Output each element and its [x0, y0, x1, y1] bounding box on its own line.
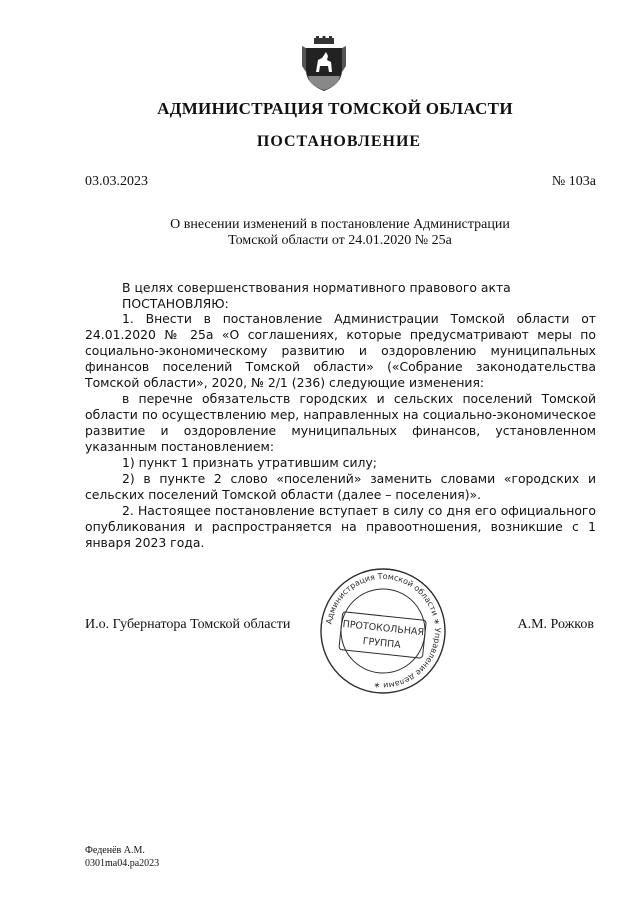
- tomsk-coat-of-arms-icon: [302, 36, 346, 92]
- official-stamp: [318, 566, 448, 696]
- subject-line-1: О внесении изменений в постановление Администрации: [170, 217, 510, 232]
- paragraph-3: 1) пункт 1 признать утратившим силу;: [122, 455, 377, 470]
- signatory-position: И.о. Губернатора Томской области: [85, 617, 291, 632]
- stamp-center-line-2: ГРУППА: [362, 635, 402, 651]
- decree-word: ПОСТАНОВЛЯЮ:: [122, 296, 229, 311]
- executor-info: [85, 844, 159, 870]
- executor-name: Феденёв А.М.: [85, 845, 145, 856]
- document-type: ПОСТАНОВЛЕНИЕ: [256, 133, 422, 150]
- document-subject: [100, 217, 580, 249]
- document-body: [85, 311, 596, 551]
- organization-title: АДМИНИСТРАЦИЯ ТОМСКОЙ ОБЛАСТИ: [157, 99, 513, 118]
- subject-line-2: Томской области от 24.01.2020 № 25а: [228, 233, 452, 248]
- preamble: [85, 280, 596, 312]
- paragraph-1: 1. Внести в постановление Администрации Томской области от 24.01.2020 № 25а «О соглашениях, которые предусматривают меры по социально-экономическому развитию и оздоровлению муниципальных финансов поселений Томской области» («Собрание законодательства Томской области», 2020, № 2/1 (236) следующие изменения:: [85, 311, 596, 390]
- stamp-center-line-1: ПРОТОКОЛЬНАЯ: [342, 618, 425, 639]
- document-date: 03.03.2023: [85, 174, 148, 189]
- paragraph-2: в перечне обязательств городских и сельских поселений Томской области по осуществлению мер, направленных на социально-экономическое развитие и оздоровление муниципальных финансов, установленном указанным постановлением:: [85, 391, 596, 454]
- paragraph-5: 2. Настоящее постановление вступает в силу со дня его официального опубликования и распространяется на правоотношения, возникшие с 1 января 2023 года.: [85, 503, 596, 550]
- paragraph-4: 2) в пункте 2 слово «поселений» заменить словами «городских и сельских поселений Томской области (далее – поселения)».: [85, 471, 596, 502]
- document-number: № 103а: [551, 174, 596, 189]
- document-code: 0301ma04.pa2023: [85, 858, 160, 869]
- intro-text: В целях совершенствования нормативного правового акта: [122, 280, 511, 295]
- signatory-name: А.М. Рожков: [517, 617, 594, 632]
- stamp-ring-text: Администрация Томской области ∗ Управление делами ∗: [324, 571, 443, 691]
